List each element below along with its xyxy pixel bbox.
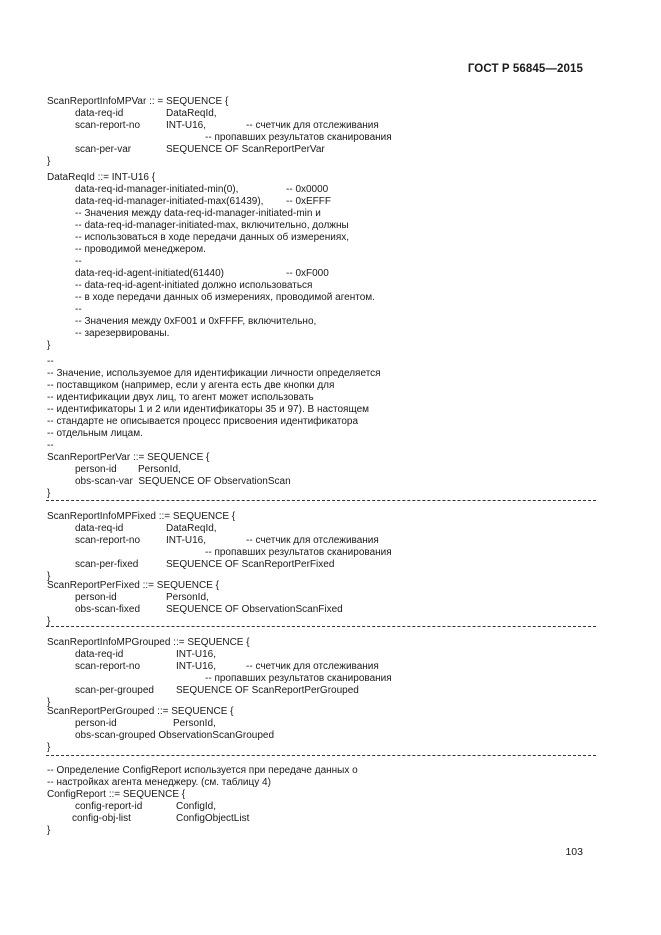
code-line: data-req-id bbox=[75, 649, 124, 660]
code-line: -- счетчик для отслеживания bbox=[246, 535, 379, 546]
code-line: data-req-id-agent-initiated(61440) bbox=[75, 268, 224, 279]
code-line: scan-report-no bbox=[75, 661, 141, 672]
code-line: ScanReportPerVar ::= SEQUENCE { bbox=[47, 452, 210, 463]
code-line: scan-report-no bbox=[75, 535, 141, 546]
code-line: ConfigObjectList bbox=[176, 813, 250, 824]
code-line: obs-scan-var SEQUENCE OF ObservationScan bbox=[75, 476, 291, 487]
code-line: DataReqId, bbox=[166, 108, 217, 119]
code-line: data-req-id bbox=[75, 523, 124, 534]
code-line: ConfigReport ::= SEQUENCE { bbox=[47, 789, 186, 800]
code-line: -- data-req-id-agent-initiated должно использоваться bbox=[75, 280, 313, 291]
code-line: person-id bbox=[75, 464, 117, 475]
code-line: SEQUENCE OF ObservationScanFixed bbox=[166, 604, 343, 615]
code-line: } bbox=[47, 825, 51, 836]
code-line: scan-per-grouped bbox=[75, 685, 154, 696]
code-line: INT-U16, bbox=[166, 535, 207, 546]
code-line: -- пропавших результатов сканирования bbox=[205, 547, 392, 558]
code-line: ScanReportPerGrouped ::= SEQUENCE { bbox=[47, 706, 234, 717]
code-line: scan-per-fixed bbox=[75, 559, 139, 570]
code-line: -- идентификаторы 1 и 2 или идентификаторы 35 и 97). В настоящем bbox=[47, 404, 370, 415]
code-line: INT-U16, bbox=[176, 661, 217, 672]
code-line: ScanReportInfoMPGrouped ::= SEQUENCE { bbox=[47, 637, 250, 648]
code-line: DataReqId, bbox=[166, 523, 217, 534]
code-line: } bbox=[47, 697, 51, 708]
code-line: -- 0xF000 bbox=[286, 268, 329, 279]
code-line: config-report-id bbox=[75, 801, 143, 812]
document-header-standard: ГОСТ Р 56845—2015 bbox=[467, 63, 583, 75]
code-line: } bbox=[47, 742, 51, 753]
code-line: PersonId, bbox=[138, 464, 181, 475]
code-line: data-req-id-manager-initiated-min(0), bbox=[75, 184, 239, 195]
code-line: -- пропавших результатов сканирования bbox=[205, 673, 392, 684]
code-line: PersonId, bbox=[166, 592, 209, 603]
code-line: data-req-id bbox=[75, 108, 124, 119]
code-line: -- настройках агента менеджеру. (см. таблицу 4) bbox=[47, 777, 271, 788]
code-line: data-req-id-manager-initiated-max(61439), bbox=[75, 196, 264, 207]
code-line: obs-scan-fixed bbox=[75, 604, 141, 615]
code-line: ScanReportInfoMPVar :: = SEQUENCE { bbox=[47, 96, 229, 107]
code-line: } bbox=[47, 571, 51, 582]
code-line: DataReqId ::= INT-U16 { bbox=[47, 172, 156, 183]
page-number: 103 bbox=[565, 846, 583, 858]
code-line: -- Определение ConfigReport используется при передаче данных о bbox=[47, 765, 358, 776]
dashed-separator bbox=[46, 755, 596, 756]
code-line: PersonId, bbox=[173, 718, 216, 729]
code-line: -- использоваться в ходе передачи данных об измерениях, bbox=[75, 232, 350, 243]
code-line: } bbox=[47, 488, 51, 499]
code-line: INT-U16, bbox=[176, 649, 217, 660]
dashed-separator bbox=[46, 500, 596, 501]
code-line: obs-scan-grouped ObservationScanGrouped bbox=[75, 730, 275, 741]
code-line: -- зарезервированы. bbox=[75, 328, 170, 339]
code-line: } bbox=[47, 616, 51, 627]
code-line: -- в ходе передачи данных об измерениях, проводимой агентом. bbox=[75, 292, 375, 303]
code-line: person-id bbox=[75, 592, 117, 603]
code-line: -- bbox=[75, 304, 82, 315]
code-line: -- Значение, используемое для идентификации личности определяется bbox=[47, 368, 381, 379]
code-line: -- bbox=[47, 440, 54, 451]
code-line: SEQUENCE OF ScanReportPerFixed bbox=[166, 559, 335, 570]
code-line: -- отдельным лицам. bbox=[47, 428, 143, 439]
code-line: -- bbox=[47, 356, 54, 367]
code-line: scan-report-no bbox=[75, 120, 141, 131]
code-line: -- счетчик для отслеживания bbox=[246, 661, 379, 672]
code-line: person-id bbox=[75, 718, 117, 729]
code-line: -- Значения между 0xF001 и 0xFFFF, включительно, bbox=[75, 316, 317, 327]
code-line: config-obj-list bbox=[72, 813, 131, 824]
code-line: -- проводимой менеджером. bbox=[75, 244, 206, 255]
code-line: -- пропавших результатов сканирования bbox=[205, 132, 392, 143]
code-line: -- 0x0000 bbox=[286, 184, 329, 195]
code-line: -- поставщиком (например, если у агента есть две кнопки для bbox=[47, 380, 335, 391]
code-line: SEQUENCE OF ScanReportPerGrouped bbox=[176, 685, 359, 696]
code-line: -- 0xEFFF bbox=[286, 196, 331, 207]
code-line: -- счетчик для отслеживания bbox=[246, 120, 379, 131]
code-line: } bbox=[47, 340, 51, 351]
code-line: scan-per-var bbox=[75, 144, 132, 155]
code-line: SEQUENCE OF ScanReportPerVar bbox=[166, 144, 325, 155]
code-line: } bbox=[47, 156, 51, 167]
code-line: -- data-req-id-manager-initiated-max, включительно, должны bbox=[75, 220, 349, 231]
code-line: -- стандарте не описывается процесс присвоения идентификатора bbox=[47, 416, 359, 427]
code-line: ConfigId, bbox=[176, 801, 217, 812]
dashed-separator bbox=[46, 626, 596, 627]
code-line: -- идентификации двух лиц, то агент может использовать bbox=[47, 392, 314, 403]
code-line: ScanReportPerFixed ::= SEQUENCE { bbox=[47, 580, 220, 591]
code-line: ScanReportInfoMPFixed ::= SEQUENCE { bbox=[47, 511, 236, 522]
code-line: -- bbox=[75, 256, 82, 267]
code-line: INT-U16, bbox=[166, 120, 207, 131]
code-line: -- Значения между data-req-id-manager-initiated-min и bbox=[75, 208, 321, 219]
